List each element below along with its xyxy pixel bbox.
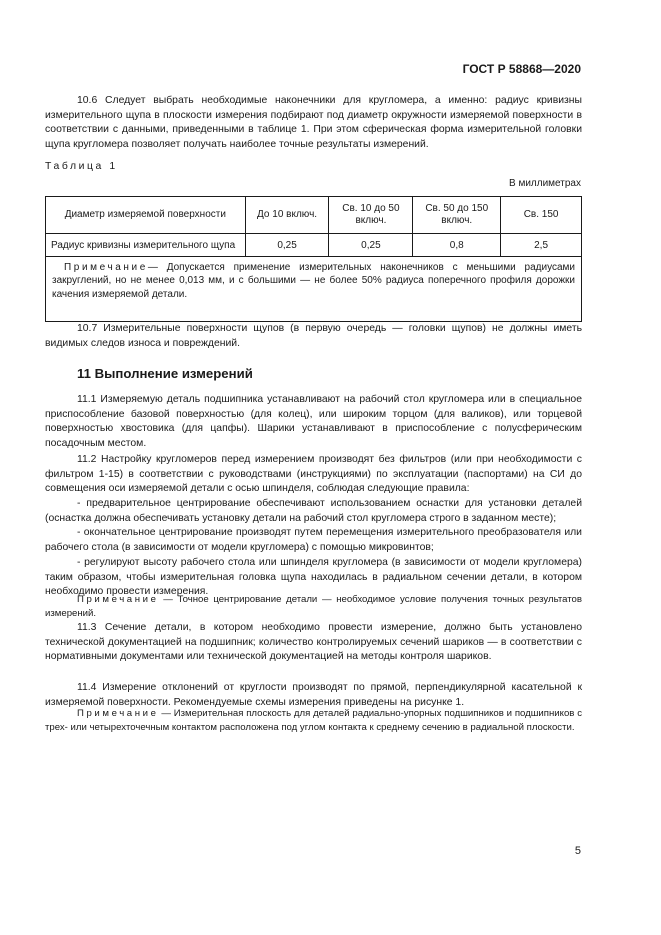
section-title: 11 Выполнение измерений (77, 366, 253, 381)
paragraph-11-3: 11.3 Сечение детали, в котором необходимо провести измерение, должно быть установлено технической документацией на подшипник; количество контролируемых сечений шариков — в соответствии с нормативными документами или технической документацией на методы контроля шариков. (45, 622, 582, 663)
paragraph-11-1: 11.1 Измеряемую деталь подшипника устанавливают на рабочий стол кругломера или в специальное приспособление базовой поверхностью (для колец), или широким торцом (для валиков), или торцевой поверхностью хвостовика (для цапфы). Шарики устанавливают в приспособление с полусферическим посадочным местом. (45, 394, 582, 449)
note-text: — Точное центрирование детали — необходимое условие получения точных результатов измерений. (45, 594, 582, 619)
rule-item: - регулируют высоту рабочего стола или шпинделя кругломера (в зависимости от модели кругломера) таким образом, чтобы измерительная головка щупа находилась в радиальном сечении детали, в котором необходимо провести измерения. (45, 557, 582, 598)
table-header-cell: До 10 включ. (245, 197, 329, 234)
note-label: Примечание (64, 262, 148, 273)
table-cell: 0,25 (245, 234, 329, 257)
paragraph-11-4: 11.4 Измерение отклонений от круглости производят по прямой, перпендикулярной касательной к измеряемой поверхности. Рекомендуемые схемы измерения приведены на рисунке 1. (45, 682, 582, 708)
table-note-row (46, 257, 582, 322)
table-row-label: Радиус кривизны измерительного щупа (46, 234, 246, 257)
note-text: — Допускается применение измерительных наконечников с меньшими радиусами закруглений, но не менее 0,013 мм, и с большими — не более 50% радиуса поперечного профиля дорожки качения измеряемой детали. (52, 262, 575, 300)
note-11-4 (45, 707, 582, 734)
standard-header: ГОСТ Р 58868—2020 (462, 62, 581, 76)
table-cell: 2,5 (501, 234, 582, 257)
table-row (46, 234, 582, 257)
table-header-row (46, 197, 582, 234)
note-11-2 (45, 593, 582, 620)
paragraph-11-2: 11.2 Настройку кругломеров перед измерением производят без фильтров (или при необходимости с фильтром 1-15) в соответствии с руководствами (инструкциями) по эксплуатации (паспортами) на СИ до совмещения оси измеряемой детали с осью шпинделя, соблюдая следующие правила: (45, 454, 582, 495)
table-note (46, 257, 582, 322)
table-header-cell: Св. 50 до 150 включ. (413, 197, 501, 234)
note-label: Примечание (77, 708, 159, 719)
page-number: 5 (574, 845, 581, 857)
table-header-cell: Св. 150 (501, 197, 582, 234)
rule-item: - окончательное центрирование производят путем перемещения измерительного преобразователя или рабочего стола (в зависимости от модели кругломера) с помощью микровинтов; (45, 527, 582, 553)
table-cell: 0,8 (413, 234, 501, 257)
rule-item: - предварительное центрирование обеспечивают использованием оснастки для установки деталей (оснастка должна обеспечивать установку детали на рабочий стол кругломера строго в заданном месте); (45, 498, 582, 524)
note-text: — Измерительная плоскость для деталей радиально-упорных подшипников и подшипников с трех- или четырехточечным контактом расположена под углом контакта к среднему сечению в радиальной плоскости. (45, 708, 582, 733)
table-header-cell: Св. 10 до 50 включ. (329, 197, 413, 234)
table-cell: 0,25 (329, 234, 413, 257)
radius-table (45, 196, 582, 322)
paragraph-10-6: 10.6 Следует выбрать необходимые наконечники для кругломера, а именно: радиус кривизны измерительного щупа в плоскости измерения подбирают под диаметр окружности измеряемой поверхности в соответствии с данными, приведенными в таблице 1. При этом сферическая форма измерительной головки щупа кругломера позволяет получать наиболее точные результаты измерений. (45, 95, 582, 150)
note-label: Примечание (77, 594, 159, 605)
table-caption: Таблица 1 (45, 161, 118, 172)
table-units: В миллиметрах (509, 178, 581, 189)
table-header-cell: Диаметр измеряемой поверхности (46, 197, 246, 234)
paragraph-10-7: 10.7 Измерительные поверхности щупов (в первую очередь — головки щупов) не должны иметь видимых следов износа и повреждений. (45, 323, 582, 349)
